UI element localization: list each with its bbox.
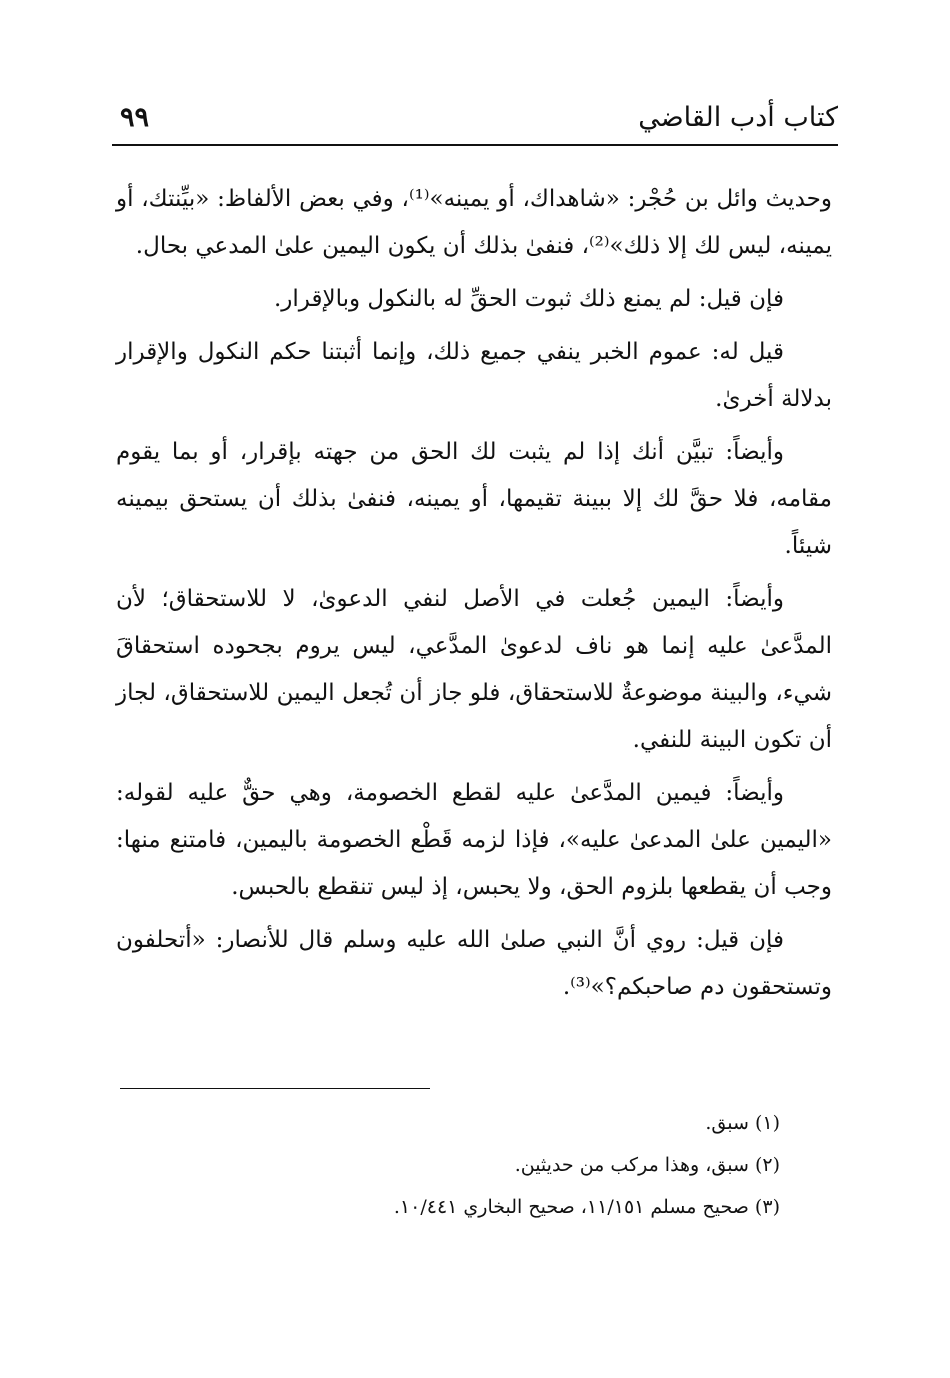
footnote-separator [120,1088,430,1089]
paragraph: فإن قيل: روي أنَّ النبي صلىٰ الله عليه وسلم قال للأنصار: «أتحلفون وتستحقون دم صاحبكم؟»⁽³⁾. [116,927,832,1000]
paragraph: قيل له: عموم الخبر ينفي جميع ذلك، وإنما أثبتنا حكم النكول والإقرار بدلالة أخرىٰ. [116,339,832,412]
page-number: ٩٩ [120,102,150,133]
paragraph: فإن قيل: لم يمنع ذلك ثبوت الحقِّ له بالنكول وبالإقرار. [273,286,784,312]
footnote: (١) سبق. [705,1112,780,1134]
paragraph: وأيضاً: فيمين المدَّعىٰ عليه لقطع الخصومة، وهي حقٌّ عليه لقوله: «اليمين علىٰ المدعىٰ عليه»، فإذا لزمه قَطْع الخصومة باليمين، فامتنع منها: وجب أن يقطعها بلزوم الحق، ولا يحبس، إذ ليس تنقطع بالحبس. [116,780,832,900]
running-title: كتاب أدب القاضي [638,102,838,133]
paragraph: وحديث وائل بن حُجْر: «شاهداك، أو يمينه»⁽¹⁾، وفي بعض الألفاظ: «بيِّنتك، أو يمينه، ليس لك إلا ذلك»⁽²⁾، فنفىٰ بذلك أن يكون اليمين علىٰ المدعي بحال. [116,186,832,259]
footnotes [120,1102,780,1228]
footnote: (٣) صحيح مسلم ١١/١٥١، صحيح البخاري ١٠/٤٤١. [393,1196,780,1218]
paragraph: وأيضاً: اليمين جُعلت في الأصل لنفي الدعوىٰ، لا للاستحقاق؛ لأن المدَّعىٰ عليه إنما هو ناف لدعوىٰ المدَّعي، ليس يروم بجحوده استحقاقَ شيء، والبينة موضوعةٌ للاستحقاق، فلو جاز أن تُجعل اليمين للاستحقاق، لجاز أن تكون البينة للنفي. [116,586,832,753]
page-header [112,100,838,146]
footnote: (٢) سبق، وهذا مركب من حديثين. [514,1154,780,1176]
main-text [116,176,832,1017]
paragraph: وأيضاً: تبيَّن أنك إذا لم يثبت لك الحق من جهته بإقرار، أو بما يقوم مقامه، فلا حقَّ لك إلا ببينة تقيمها، أو يمينه، فنفىٰ بذلك أن يستحق بيمينه شيئاً. [116,439,832,559]
